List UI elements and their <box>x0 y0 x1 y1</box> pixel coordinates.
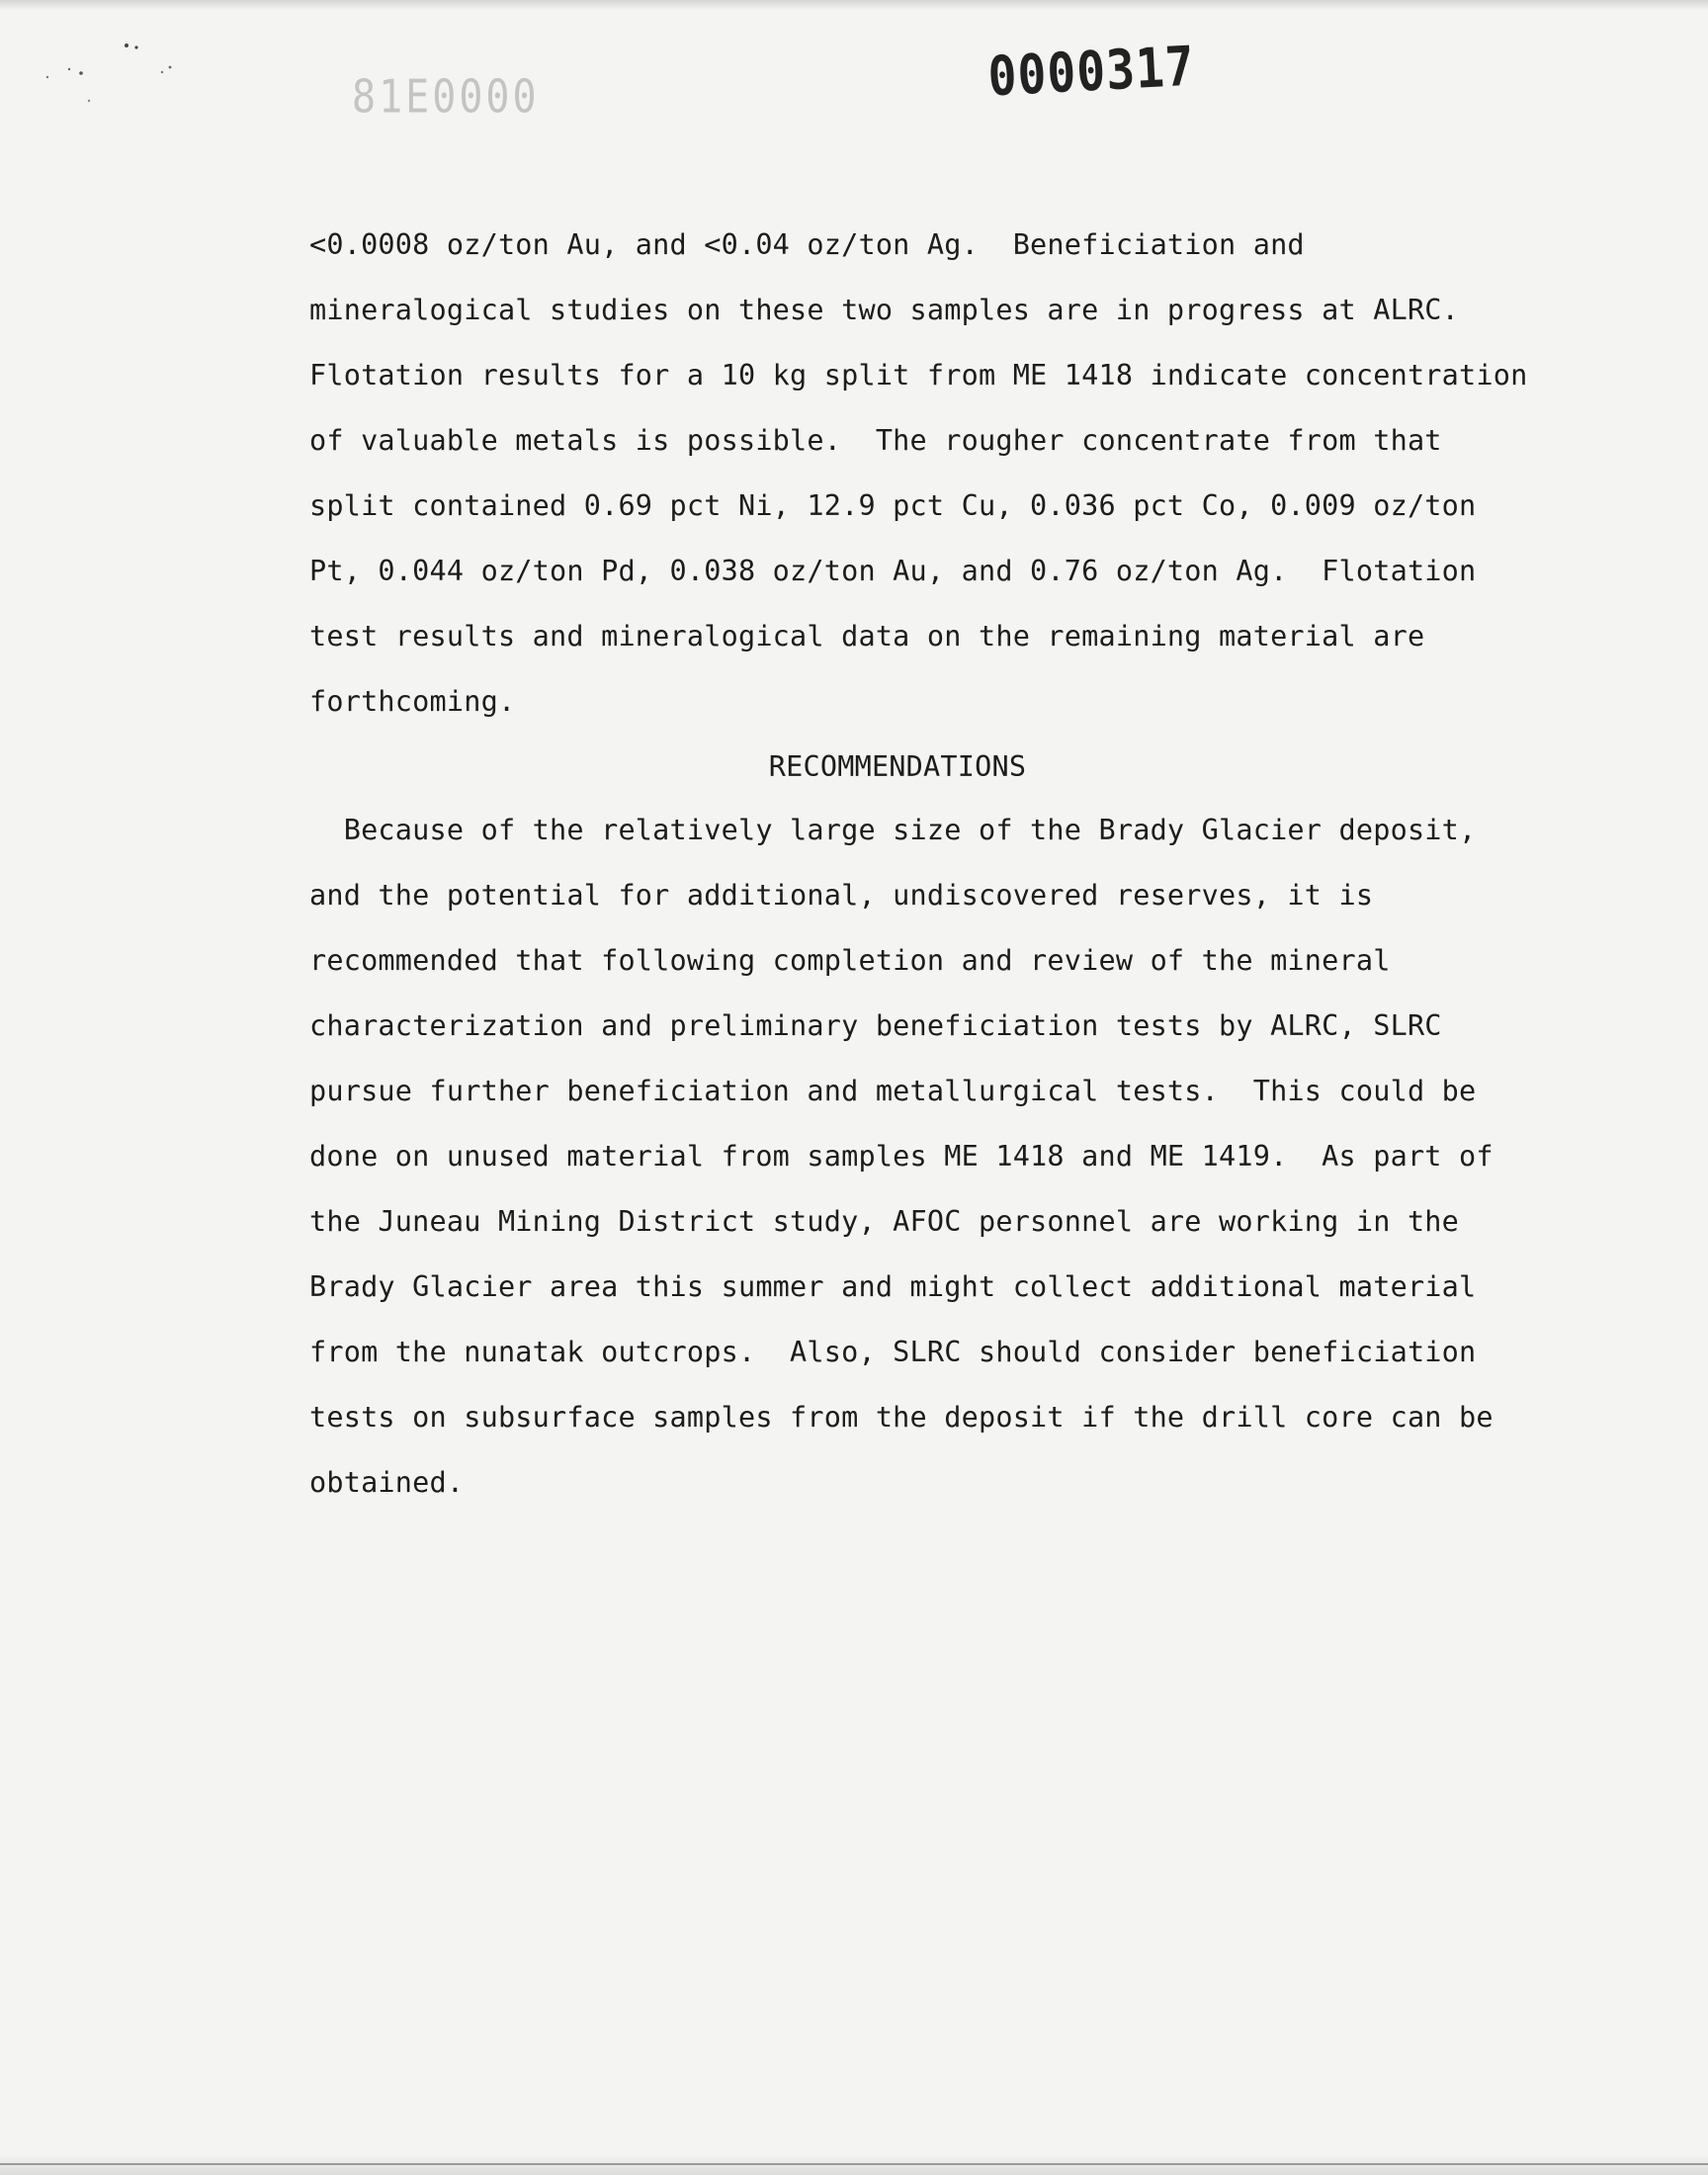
text-line: forthcoming. <box>309 685 516 718</box>
text-line: of valuable metals is possible. The rougher concentrate from that <box>309 424 1442 457</box>
scan-bottom-line <box>0 2163 1708 2165</box>
text-line: from the nunatak outcrops. Also, SLRC should consider beneficiation <box>309 1336 1477 1368</box>
text-line: Because of the relatively large size of the Brady Glacier deposit, <box>309 814 1477 846</box>
text-line: test results and mineralogical data on the remaining material are <box>309 620 1425 652</box>
text-line: obtained. <box>309 1466 465 1499</box>
page-number-stamp: 0000317 <box>986 35 1197 110</box>
text-line: Pt, 0.044 oz/ton Pd, 0.038 oz/ton Au, and 0.76 oz/ton Ag. Flotation <box>309 555 1477 587</box>
text-line: tests on subsurface samples from the deposit if the drill core can be <box>309 1401 1494 1434</box>
scan-top-edge <box>0 0 1708 10</box>
paragraph-1 <box>309 223 1528 745</box>
text-line: pursue further beneficiation and metallurgical tests. This could be <box>309 1075 1477 1107</box>
text-line: Brady Glacier area this summer and might collect additional material <box>309 1270 1477 1303</box>
text-line: and the potential for additional, undiscovered reserves, it is <box>309 879 1374 912</box>
text-line: Flotation results for a 10 kg split from ME 1418 indicate concentration <box>309 359 1528 392</box>
text-line: recommended that following completion and review of the mineral <box>309 944 1391 977</box>
text-line: <0.0008 oz/ton Au, and <0.04 oz/ton Ag. Beneficiation and <box>309 228 1305 261</box>
text-line: done on unused material from samples ME 1418 and ME 1419. As part of <box>309 1140 1494 1173</box>
scan-bottom-edge <box>0 2155 1708 2175</box>
document-body <box>309 223 1528 1526</box>
text-line: the Juneau Mining District study, AFOC personnel are working in the <box>309 1205 1460 1238</box>
section-heading: RECOMMENDATIONS <box>768 750 1027 783</box>
text-line: characterization and preliminary beneficiation tests by ALRC, SLRC <box>309 1009 1442 1042</box>
text-line: split contained 0.69 pct Ni, 12.9 pct Cu, 0.036 pct Co, 0.009 oz/ton <box>309 489 1477 522</box>
text-line: mineralogical studies on these two samples are in progress at ALRC. <box>309 294 1460 326</box>
paragraph-2 <box>309 809 1494 1526</box>
ghost-page-number: 81E0000 <box>352 71 540 124</box>
scan-specks <box>40 40 198 109</box>
